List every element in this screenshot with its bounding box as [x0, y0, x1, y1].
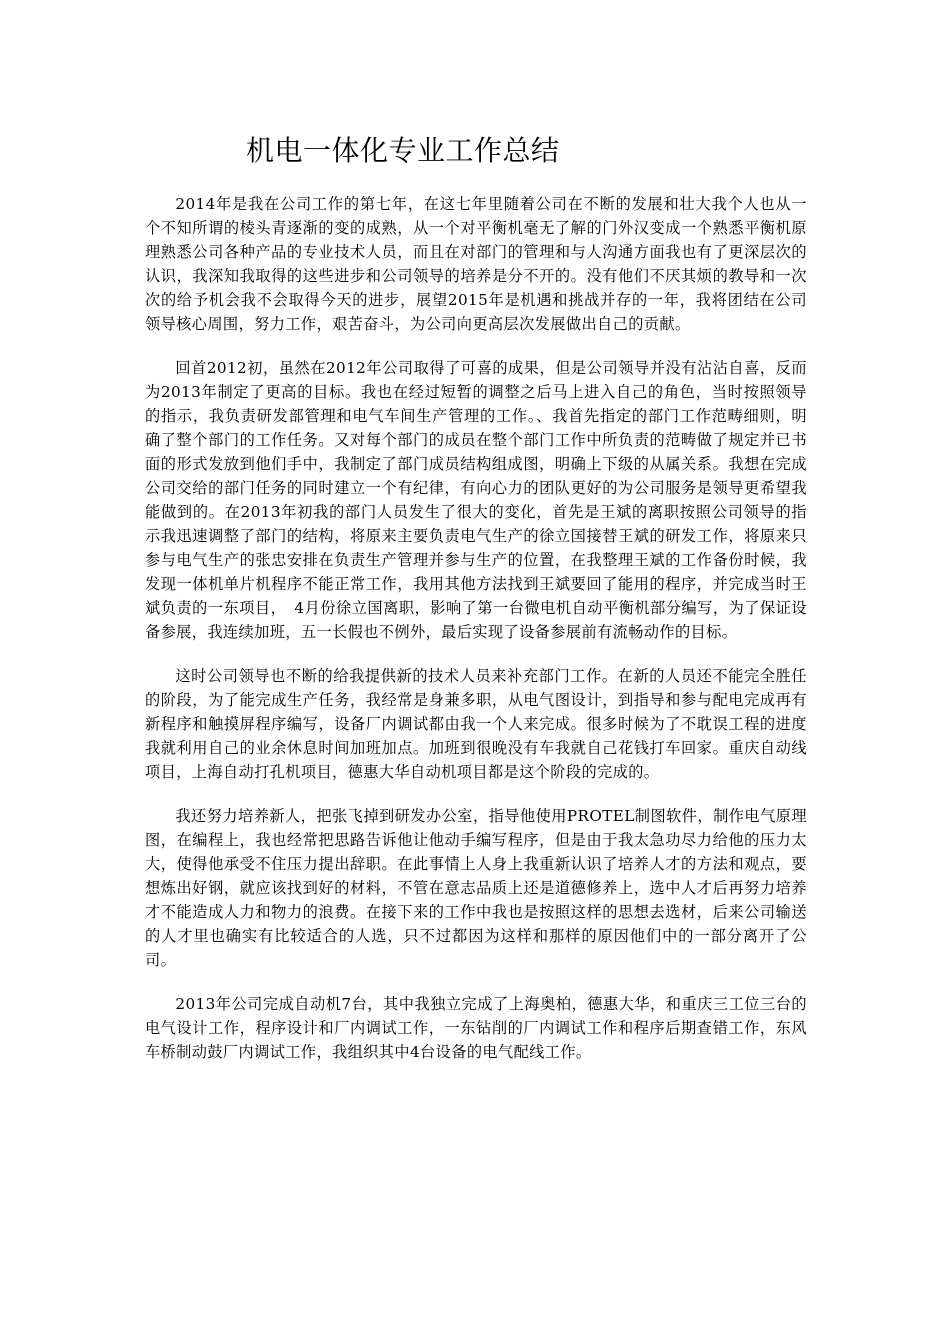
- paragraph-2: 回首2012初，虽然在2012年公司取得了可喜的成果，但是公司领导并没有沾沾自喜，反而为2013年制定了更高的目标。我也在经过短暂的调整之后马上进入自己的角色，当时按照领导的指示，我负责研发部管理和电气车间生产管理的工作。、我首先指定的部门工作范畴细则，明确了整个部门的工作任务。又对每个部门的成员在整个部门工作中所负责的范畴做了规定并已书面的形式发放到他们手中，我制定了部门成员结构组成图，明确上下级的从属关系。我想在完成公司交给的部门任务的同时建立一个有纪律，有向心力的团队更好的为公司服务是领导更希望我能做到的。在2013年初我的部门人员发生了很大的变化，首先是王斌的离职按照公司领导的指示我迅速调整了部门的结构，将原来主要负责电气生产的徐立国接替王斌的研发工作，将原来只参与电气生产的张忠安排在负责生产管理并参与生产的位置，在我整理王斌的工作备份时候，我发现一体机单片机程序不能正常工作，我用其他方法找到王斌要回了能用的程序，并完成当时王斌负责的一东项目， 4月份徐立国离职，影响了第一台微电机自动平衡机部分编写，为了保证设备参展，我连续加班，五一长假也不例外，最后实现了设备参展前有流畅动作的目标。: [145, 359, 807, 641]
- paragraph-4: 我还努力培养新人，把张飞掉到研发办公室，指导他使用PROTEL制图软件，制作电气原理图，在编程上，我也经常把思路告诉他让他动手编写程序，但是由于我太急功尽力给他的压力太大，使得他承受不住压力提出辞职。在此事情上人身上我重新认识了培养人才的方法和观点，要想炼出好钢，就应该找到好的材料，不管在意志品质上还是道德修养上，选中人才后再努力培养才不能造成人力和物力的浪费。在接下来的工作中我也是按照这样的思想去选材，后来公司输送的人才里也确实有比较适合的人选，只不过都因为这样和那样的原因他们中的一部分离开了公司。: [145, 807, 807, 969]
- paragraph-5: 2013年公司完成自动机7台，其中我独立完成了上海奥柏，德惠大华，和重庆三工位三台的电气设计工作，程序设计和厂内调试工作，一东钻削的厂内调试工作和程序后期查错工作，东风车桥制动鼓厂内调试工作，我组织其中4台设备的电气配线工作。: [145, 995, 807, 1061]
- paragraph-3: 这时公司领导也不断的给我提供新的技术人员来补充部门工作。在新的人员还不能完全胜任的阶段，为了能完成生产任务，我经常是身兼多职，从电气图设计，到指导和参与配电完成再有新程序和触摸屏程序编写，设备厂内调试都由我一个人来完成。很多时候为了不耽误工程的进度我就利用自己的业余休息时间加班加点。加班到很晚没有车我就自己花钱打车回家。重庆自动线项目，上海自动打孔机项目，德惠大华自动机项目都是这个阶段的完成的。: [145, 667, 807, 781]
- paragraph-1: 2014年是我在公司工作的第七年，在这七年里随着公司在不断的发展和壮大我个人也从一个不知所谓的棱头青逐渐的变的成熟，从一个对平衡机毫无了解的门外汉变成一个熟悉平衡机原理熟悉公司各种产品的专业技术人员，而且在对部门的管理和与人沟通方面我也有了更深层次的认识，我深知我取得的这些进步和公司领导的培养是分不开的。没有他们不厌其烦的教导和一次次的给予机会我不会取得今天的进步，展望2015年是机遇和挑战并存的一年，我将团结在公司领导核心周围，努力工作，艰苦奋斗，为公司向更高层次发展做出自己的贡献。: [145, 195, 807, 333]
- document-body: [145, 192, 807, 1084]
- document-title: 机电一体化专业工作总结: [246, 134, 560, 167]
